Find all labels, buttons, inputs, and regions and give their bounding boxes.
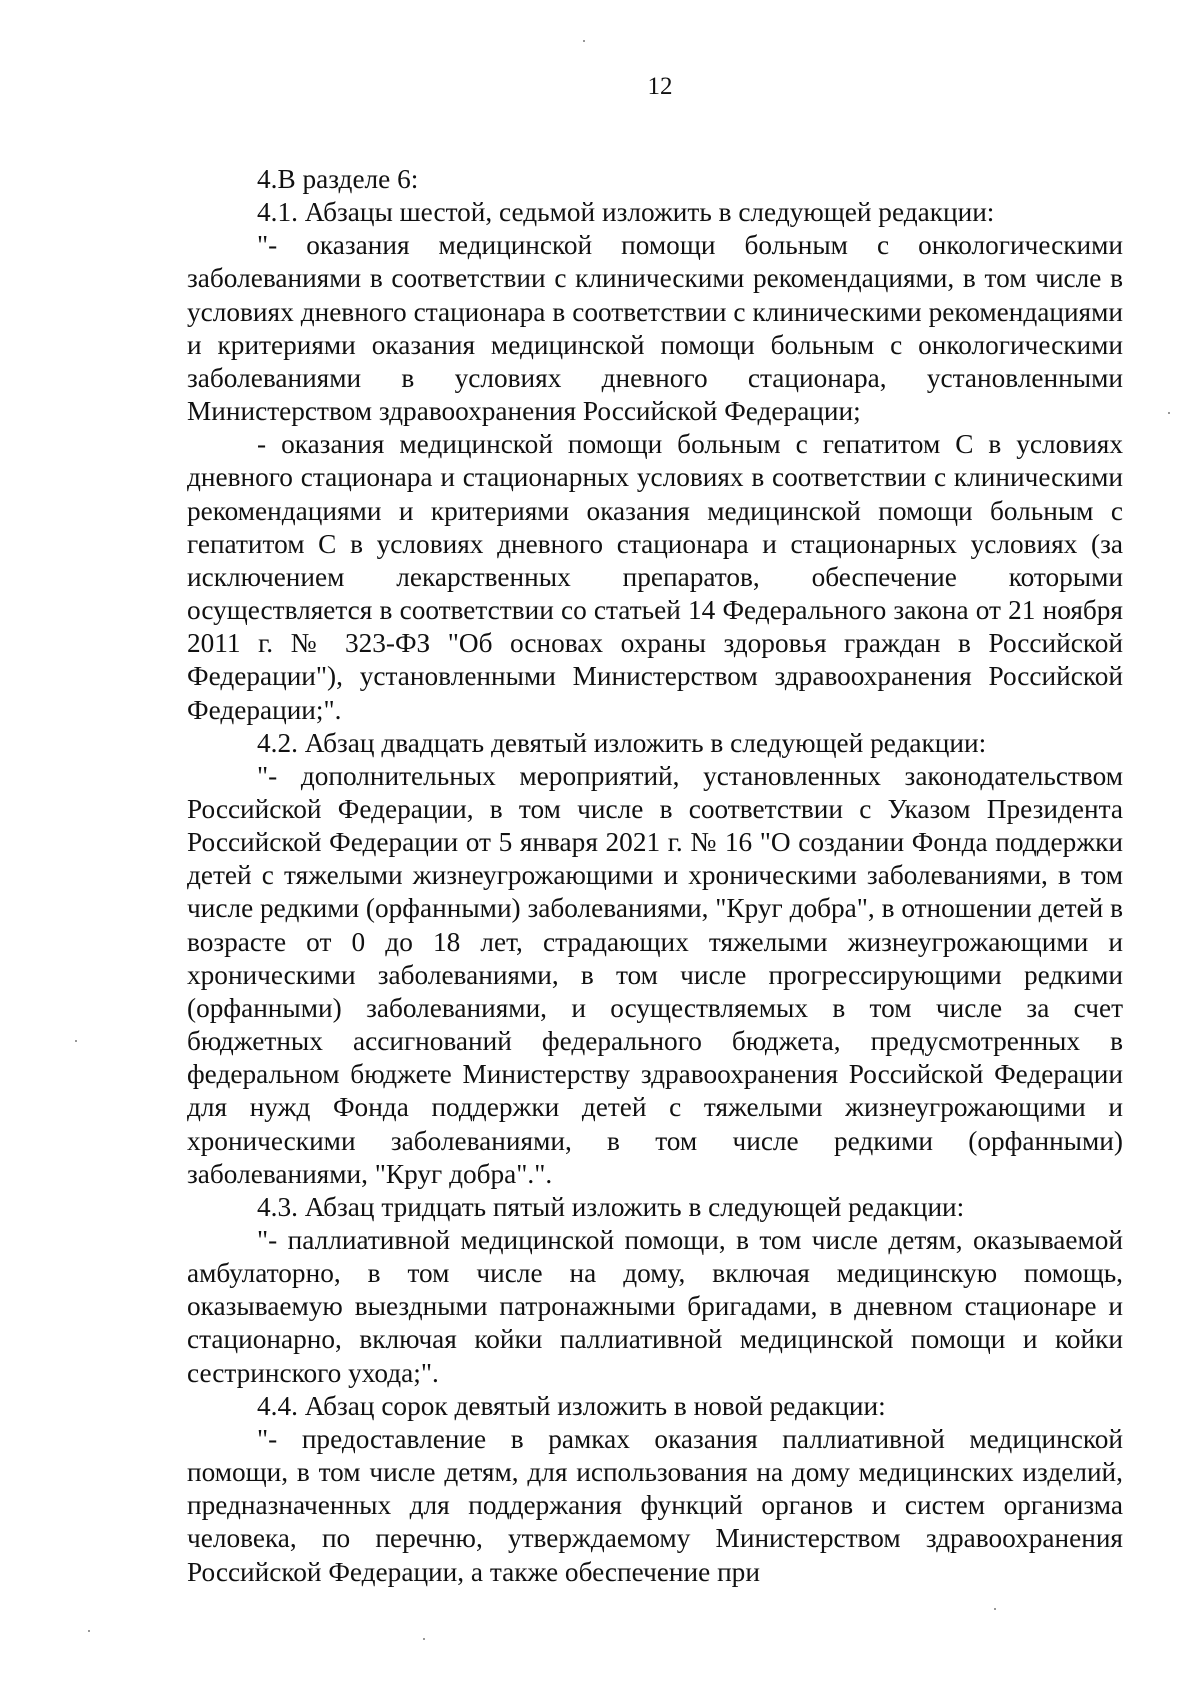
clause-4-2-text: "- дополнительных мероприятий, установленных законодательством Российской Федерации, в том числе в соответствии с Указом Президента Российской Федерации от 5 января 2021 г. № 16 "О создании Фонда поддержки детей с тяжелыми жизнеугрожающими и хроническими заболеваниями, в том числе редкими (орфанными) заболеваниями, "Круг добра", в отношении детей в возрасте от 0 до 18 лет, страдающих тяжелыми жизнеугрожающими и хроническими заболеваниями, в том числе прогрессирующими редкими (орфанными) заболеваниями, и осуществляемых в том числе за счет бюджетных ассигнований федерального бюджета, предусмотренных в федеральном бюджете Министерству здравоохранения Российской Федерации для нужд Фонда поддержки детей с тяжелыми жизнеугрожающими и хроническими заболеваниями, в том числе редкими (орфанными) заболеваниями, "Круг добра".".	[187, 760, 1123, 1189]
scan-speck	[75, 1040, 77, 1042]
scan-speck	[1168, 412, 1170, 414]
document-body	[187, 163, 1123, 1589]
clause-4-3-text: "- паллиативной медицинской помощи, в том числе детям, оказываемой амбулаторно, в том числе на дому, включая медицинскую помощь, оказываемую выездными патронажными бригадами, в дневном стационаре и стационарно, включая койки паллиативной медицинской помощи и койки сестринского ухода;".	[187, 1225, 1123, 1388]
clause-4-1-heading: 4.1. Абзацы шестой, седьмой изложить в следующей редакции:	[257, 197, 995, 228]
scan-speck	[583, 40, 585, 42]
page-number: 12	[647, 73, 673, 100]
clause-4-4-heading: 4.4. Абзац сорок девятый изложить в новой редакции:	[257, 1390, 886, 1421]
scan-speck	[88, 1630, 90, 1632]
section-heading: 4.В разделе 6:	[257, 164, 419, 194]
clause-4-1-text-hepatitis: - оказания медицинской помощи больным с гепатитом С в условиях дневного стационара и стационарных условиях в соответствии с клиническими рекомендациями и критериями оказания медицинской помощи больным с гепатитом С в условиях дневного стационара и стационарных условиях (за исключением лекарственных препаратов, обеспечение которыми осуществляется в соответствии со статьей 14 Федерального закона от 21 ноября 2011 г. № 323-ФЗ "Об основах охраны здоровья граждан в Российской Федерации"), установленными Министерством здравоохранения Российской Федерации;".	[187, 429, 1123, 725]
clause-4-2-heading: 4.2. Абзац двадцать девятый изложить в следующей редакции:	[257, 727, 987, 758]
scan-speck	[994, 1608, 996, 1610]
clause-4-3-heading: 4.3. Абзац тридцать пятый изложить в следующей редакции:	[257, 1191, 965, 1222]
scan-speck	[423, 1638, 425, 1640]
clause-4-1-text-oncology: "- оказания медицинской помощи больным с онкологическими заболеваниями в соответствии с клиническими рекомендациями, в том числе в условиях дневного стационара в соответствии с клиническими рекомендациями и критериями оказания медицинской помощи больным с онкологическими заболеваниями в условиях дневного стационара, установленными Министерством здравоохранения Российской Федерации;	[187, 230, 1123, 427]
clause-4-4-text: "- предоставление в рамках оказания паллиативной медицинской помощи, в том числе детям, для использования на дому медицинских изделий, предназначенных для поддержания функций органов и систем организма человека, по перечню, утверждаемому Министерством здравоохранения Российской Федерации, а также обеспечение при	[187, 1423, 1123, 1587]
